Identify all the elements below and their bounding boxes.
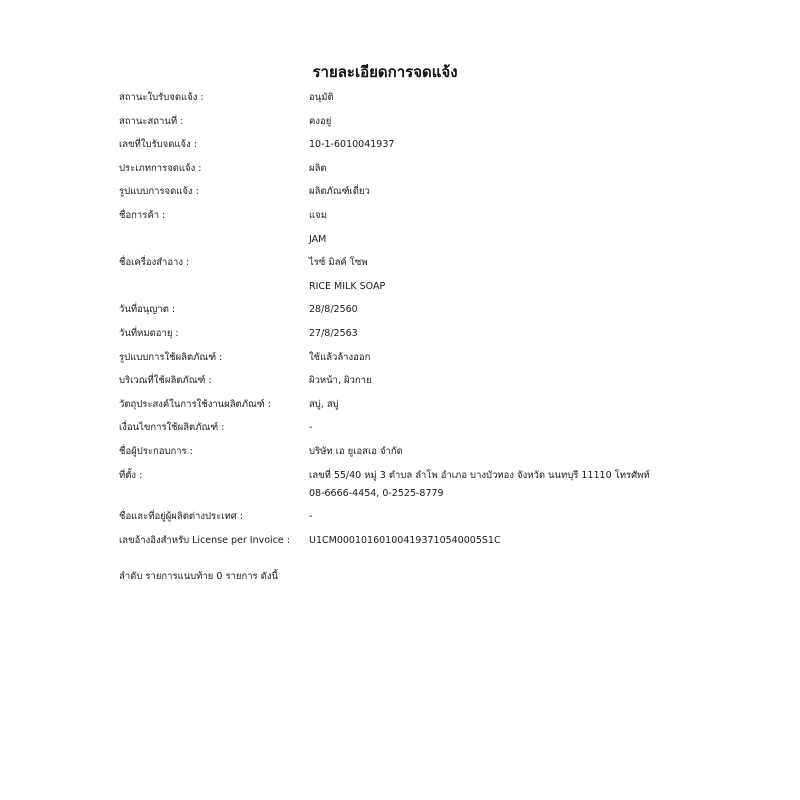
row-label: วัตถุประสงค์ในการใช้งานผลิตภัณฑ์ :: [119, 398, 271, 410]
row-value: U1CM000101601004193710540005S1C: [309, 534, 501, 546]
address-line-1: เลขที่ 55/40 หมู่ 3 ตำบล ลำโพ อำเภอ บางบัวทอง จังหวัด นนทบุรี 11110 โทรศัพท์: [309, 469, 650, 481]
row-label: ชื่อผู้ประกอบการ :: [119, 445, 193, 457]
detail-row: [119, 116, 679, 128]
row-value: ไรซ์ มิลค์ โซพ: [309, 257, 368, 269]
row-value: สบู่, สบู่: [309, 398, 339, 410]
row-value: ผิวหน้า, ผิวกาย: [309, 375, 372, 387]
row-label: รูปแบบการใช้ผลิตภัณฑ์ :: [119, 351, 223, 363]
detail-row: [119, 257, 679, 269]
row-label: เลขที่ใบรับจดแจ้ง :: [119, 139, 197, 151]
row-value: แจม: [309, 209, 327, 221]
row-value: อนุมัติ: [309, 92, 334, 103]
row-label: [119, 234, 309, 246]
detail-row: [119, 535, 679, 547]
row-label: [119, 281, 309, 293]
row-value: -: [309, 422, 313, 434]
row-label: ชื่อการค้า :: [119, 209, 166, 221]
detail-row: [119, 281, 679, 293]
detail-row: [119, 92, 679, 104]
row-value: RICE MILK SOAP: [309, 280, 386, 292]
row-value: คงอยู่: [309, 115, 332, 127]
detail-row: [119, 304, 679, 316]
row-value: 10-1-6010041937: [309, 139, 395, 151]
row-label: ประเภทการจดแจ้ง :: [119, 162, 202, 174]
detail-row: [119, 210, 679, 222]
row-value: JAM: [309, 233, 327, 245]
row-label: วันที่อนุญาต :: [119, 304, 176, 316]
row-label: สถานะใบรับจดแจ้ง :: [119, 92, 204, 103]
row-label: เลขอ้างอิงสำหรับ License per Invoice :: [119, 534, 290, 546]
detail-row: [119, 186, 679, 198]
row-label: ชื่อและที่อยู่ผู้ผลิตต่างประเทศ :: [119, 511, 243, 523]
row-label: เงื่อนไขการใช้ผลิตภัณฑ์ :: [119, 422, 225, 434]
address-line-2: 08-6666-4454, 0-2525-8779: [309, 487, 444, 499]
detail-row: [119, 470, 679, 500]
row-label: บริเวณที่ใช้ผลิตภัณฑ์ :: [119, 375, 212, 387]
detail-row: [119, 352, 679, 364]
row-label: สถานะสถานที่ :: [119, 115, 184, 127]
row-value: 28/8/2560: [309, 304, 358, 316]
row-value: -: [309, 511, 313, 523]
row-label: วันที่หมดอายุ :: [119, 327, 179, 339]
row-label: ชื่อเครื่องสำอาง :: [119, 257, 190, 269]
row-value: บริษัท เอ ยูเอสเอ จำกัด: [309, 445, 403, 457]
row-label: รูปแบบการจดแจ้ง :: [119, 186, 199, 198]
detail-row: [119, 234, 679, 246]
detail-row: [119, 446, 679, 458]
detail-list: [119, 92, 679, 558]
detail-row: [119, 139, 679, 151]
detail-row: [119, 375, 679, 387]
attachment-note: ลำดับ รายการแนบท้าย 0 รายการ ดังนี้: [119, 571, 278, 582]
detail-row: [119, 399, 679, 411]
row-label: ที่ตั้ง :: [119, 469, 143, 481]
address-value: [309, 470, 679, 500]
detail-row: [119, 511, 679, 523]
detail-row: [119, 422, 679, 434]
row-value: ผลิตภัณฑ์เดี่ยว: [309, 186, 370, 198]
row-value: ใช้แล้วล้างออก: [309, 351, 371, 363]
row-value: ผลิต: [309, 162, 327, 174]
document-title: รายละเอียดการจดแจ้ง: [312, 63, 458, 81]
detail-row: [119, 328, 679, 340]
detail-row: [119, 163, 679, 175]
row-value: 27/8/2563: [309, 327, 358, 339]
